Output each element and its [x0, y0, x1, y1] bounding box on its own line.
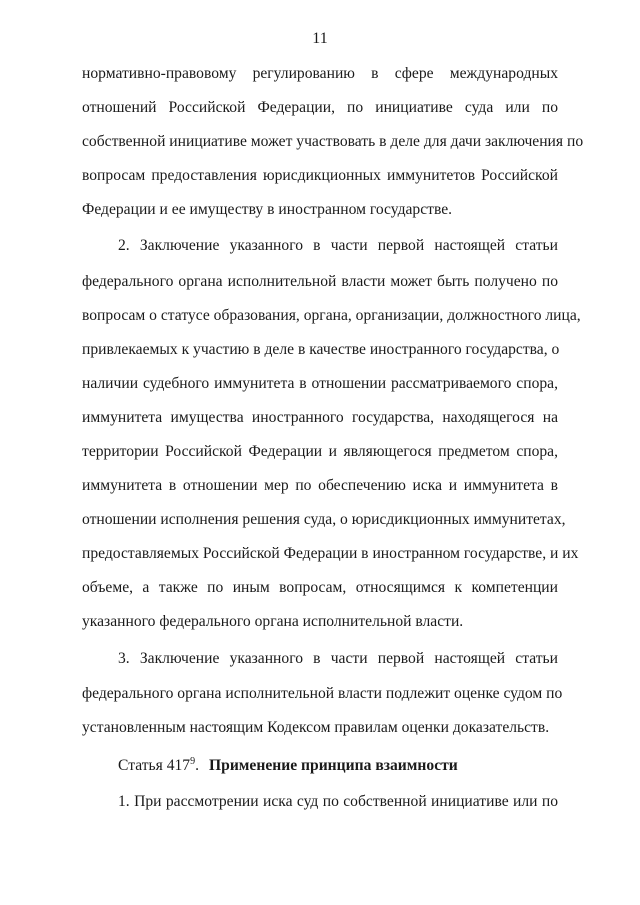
text-line: отношении исполнения решения суда, о юрисдикционных иммунитетах,: [82, 511, 566, 528]
text-line: привлекаемых к участию в деле в качестве иностранного государства, о: [82, 341, 560, 358]
page-number: 11: [312, 30, 328, 47]
text-line: федерального органа исполнительной власти подлежит оценке судом по: [82, 685, 563, 702]
text-line: установленным настоящим Кодексом правилам оценки доказательств.: [82, 719, 550, 736]
text-line: иммунитета имущества иностранного государства, находящегося на: [82, 409, 558, 426]
text-line: 1. При рассмотрении иска суд по собственной инициативе или по: [118, 793, 558, 810]
article-number-period: .: [195, 757, 200, 774]
text-line: вопросам предоставления юрисдикционных иммунитетов Российской: [82, 167, 558, 184]
text-line: территории Российской Федерации и являющегося предметом спора,: [82, 443, 558, 460]
text-line: иммунитета в отношении мер по обеспечению иска и иммунитета в: [82, 477, 558, 494]
text-line: отношений Российской Федерации, по инициативе суда или по: [82, 99, 558, 116]
text-line: указанного федерального органа исполнительной власти.: [82, 613, 464, 630]
text-line: 2. Заключение указанного в части первой настоящей статьи: [118, 237, 558, 254]
article-heading: [118, 756, 458, 776]
article-superscript: 9: [190, 755, 196, 767]
text-line: Федерации и ее имуществу в иностранном государстве.: [82, 201, 453, 218]
text-line: федерального органа исполнительной власти может быть получено по: [82, 273, 558, 290]
text-line: 3. Заключение указанного в части первой настоящей статьи: [118, 650, 558, 667]
article-title: Применение принципа взаимности: [209, 757, 458, 774]
article-number: Статья 417: [118, 757, 191, 774]
text-line: вопросам о статусе образования, органа, организации, должностного лица,: [82, 307, 581, 324]
text-line: нормативно-правовому регулированию в сфере международных: [82, 65, 558, 82]
text-line: объеме, а также по иным вопросам, относящимся к компетенции: [82, 579, 558, 596]
text-line: наличии судебного иммунитета в отношении рассматриваемого спора,: [82, 375, 558, 392]
text-line: собственной инициативе может участвовать в деле для дачи заключения по: [82, 133, 584, 150]
text-line: предоставляемых Российской Федерации в иностранном государстве, и их: [82, 545, 579, 562]
